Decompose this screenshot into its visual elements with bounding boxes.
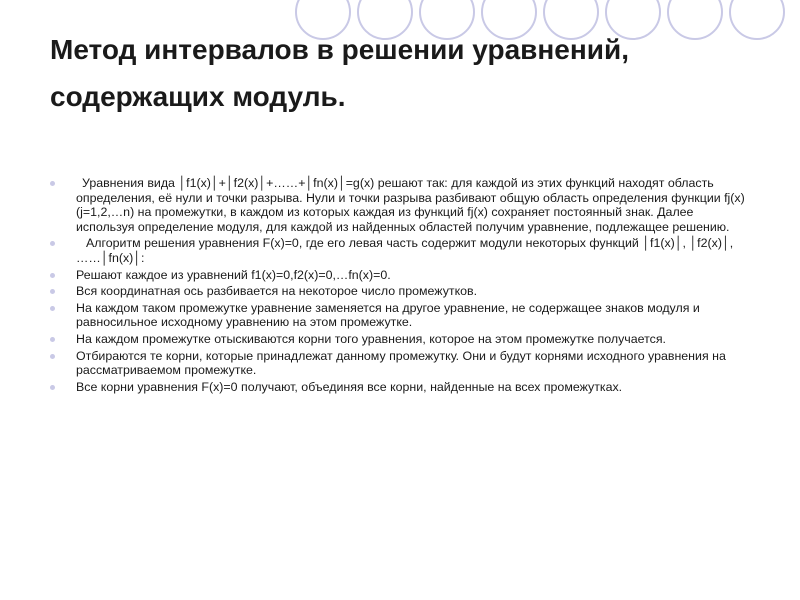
list-item bbox=[50, 380, 750, 395]
list-item-text: Отбираются те корни, которые принадлежат данному промежутку. Они и будут корнями исходного уравнения на рассматриваемом промежутке. bbox=[76, 348, 726, 378]
list-item bbox=[50, 268, 750, 283]
bullet-list bbox=[50, 176, 750, 396]
bullet-icon bbox=[50, 273, 55, 278]
slide-title bbox=[50, 26, 770, 120]
list-item bbox=[50, 236, 750, 265]
bullet-icon bbox=[50, 241, 55, 246]
bullet-icon bbox=[50, 306, 55, 311]
slide-title-line-1: Метод интервалов в решении уравнений, bbox=[50, 34, 629, 65]
slide-title-line-2: содержащих модуль. bbox=[50, 81, 346, 112]
bullet-icon bbox=[50, 181, 55, 186]
list-item-text: Алгоритм решения уравнения F(x)=0, где его левая часть содержит модули некоторых функций │f1(x)│, │f2(x)│, ……│fn(x)│: bbox=[76, 236, 734, 265]
list-item-text: Вся координатная ось разбивается на некоторое число промежутков. bbox=[76, 284, 478, 299]
list-item-text: Решают каждое из уравнений f1(x)=0,f2(x)=0,…fn(x)=0. bbox=[76, 267, 391, 282]
bullet-icon bbox=[50, 385, 55, 390]
list-item-text: Все корни уравнения F(x)=0 получают, объединяя все корни, найденные на всех промежутках. bbox=[76, 379, 623, 394]
list-item bbox=[50, 301, 750, 330]
list-item-text: На каждом таком промежутке уравнение заменяется на другое уравнение, не содержащее знаков модуля и равносильное исходному уравнению на этом промежутке. bbox=[76, 300, 700, 330]
list-item bbox=[50, 284, 750, 299]
bullet-icon bbox=[50, 337, 55, 342]
list-item bbox=[50, 349, 750, 378]
list-item-text: Уравнения вида │f1(x)│+│f2(x)│+……+│fn(x)│=g(x) решают так: для каждой из этих функций находят область определения, её нули и точки разрыва. Нули и точки разрыва разбивают общую область определения функции fj(x) (j=1,2,…n) на промежутки, в каждом из которых каждая из функций fj(x) сохраняет постоянный знак. Далее используя определение модуля, для каждой из найденных областей получим уравнение, подлежащее решению. bbox=[76, 176, 745, 234]
bullet-icon bbox=[50, 354, 55, 359]
list-item bbox=[50, 332, 750, 347]
list-item bbox=[50, 176, 750, 234]
list-item-text: На каждом промежутке отыскиваются корни того уравнения, которое на этом промежутке получается. bbox=[76, 331, 666, 346]
bullet-icon bbox=[50, 289, 55, 294]
